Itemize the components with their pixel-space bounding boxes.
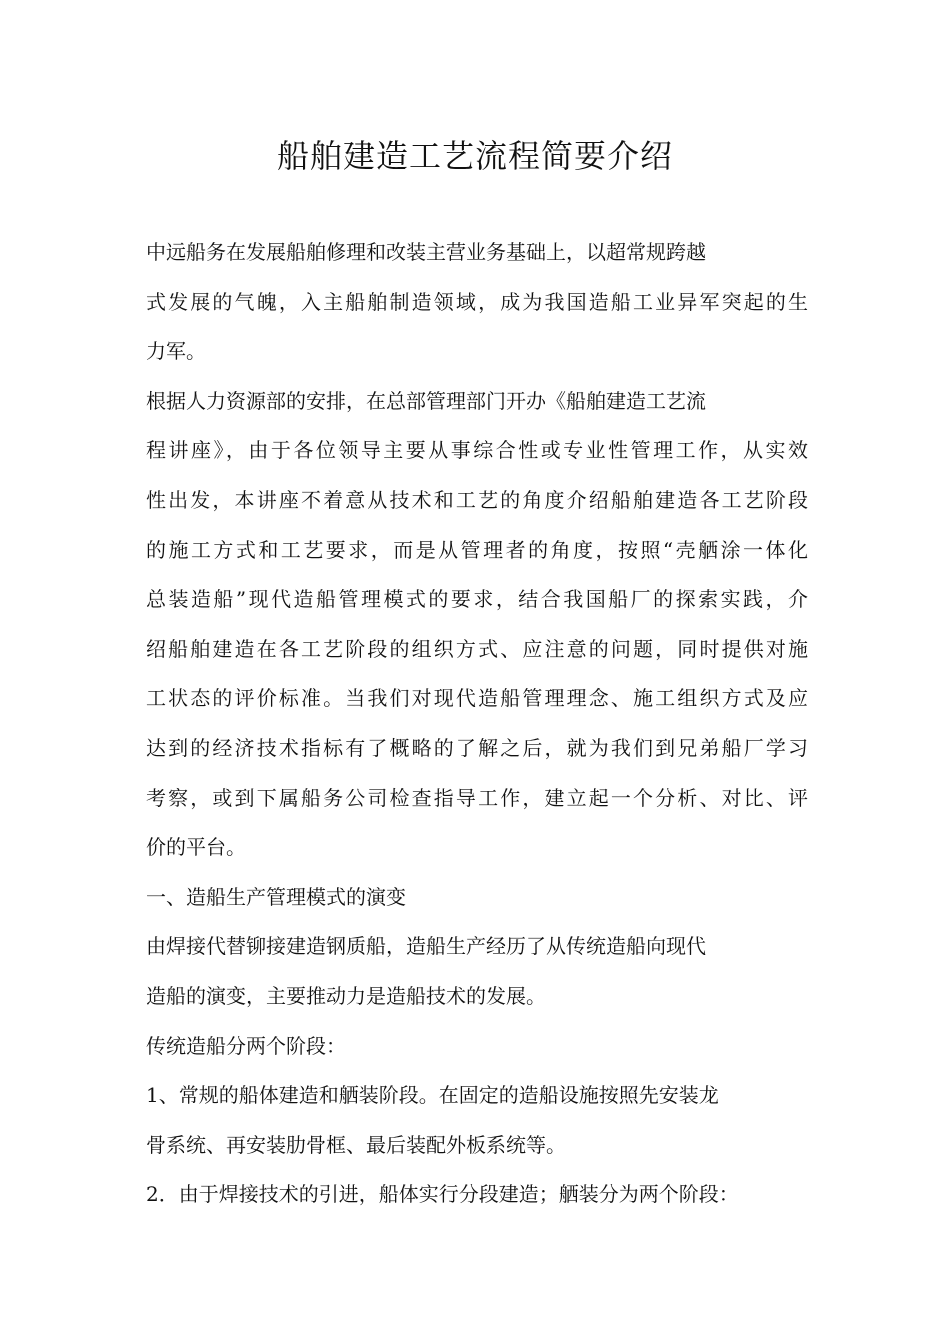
- text-line: 由焊接代替铆接建造钢质船，造船生产经历了从传统造船向现代: [146, 934, 706, 959]
- text-line: 程讲座》，由于各位领导主要从事综合性或专业性管理工作，从实效: [146, 438, 808, 463]
- text-line: 达到的经济技术指标有了概略的了解之后，就为我们到兄弟船厂学习: [146, 735, 808, 760]
- text-line: 式发展的气魄，入主船舶制造领域，成为我国造船工业异军突起的生: [146, 289, 808, 314]
- text-line: 价的平台。: [146, 835, 246, 860]
- document-body: [146, 228, 808, 1220]
- text-line: 一、造船生产管理模式的演变: [146, 884, 406, 909]
- text-line: 工状态的评价标准。当我们对现代造船管理理念、施工组织方式及应: [146, 686, 808, 711]
- document-title: 船舶建造工艺流程简要介绍: [276, 137, 673, 175]
- text-line: 骨系统、再安装肋骨框、最后装配外板系统等。: [146, 1132, 566, 1157]
- text-line: 性出发，本讲座不着意从技术和工艺的角度介绍船舶建造各工艺阶段: [146, 487, 808, 512]
- text-line: 力军。: [146, 339, 206, 364]
- text-line: 中远船务在发展船舶修理和改装主营业务基础上，以超常规跨越: [146, 240, 706, 264]
- text-line: 1、常规的船体建造和舾装阶段。在固定的造船设施按照先安装龙: [146, 1083, 719, 1108]
- text-line: 根据人力资源部的安排，在总部管理部门开办《船舶建造工艺流: [146, 388, 706, 413]
- text-line: 绍船舶建造在各工艺阶段的组织方式、应注意的问题，同时提供对施: [146, 636, 808, 661]
- text-line: 的施工方式和工艺要求，而是从管理者的角度，按照“壳舾涂一体化: [146, 537, 808, 562]
- text-line: 2．由于焊接技术的引进，船体实行分段建造；舾装分为两个阶段：: [146, 1182, 739, 1207]
- text-line: 总装造船”现代造船管理模式的要求，结合我国船厂的探索实践，介: [146, 587, 808, 612]
- text-line: 造船的演变，主要推动力是造船技术的发展。: [146, 983, 546, 1008]
- text-line: 考察，或到下属船务公司检查指导工作，建立起一个分析、对比、评: [146, 785, 808, 810]
- text-line: 传统造船分两个阶段：: [146, 1033, 346, 1058]
